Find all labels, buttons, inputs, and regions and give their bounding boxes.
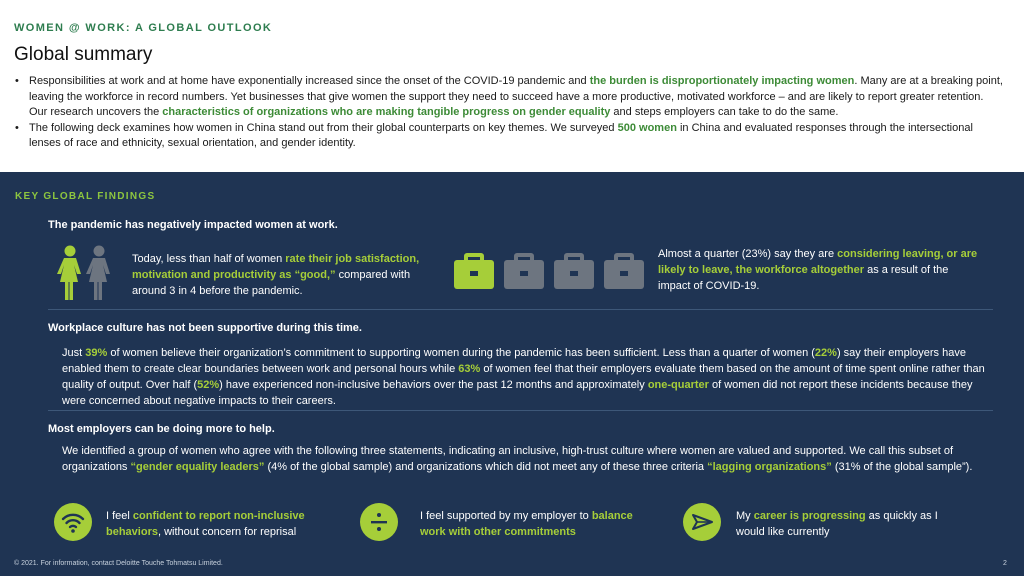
bullet-item xyxy=(14,121,1004,152)
statement-text: I feel supported by my employer to xyxy=(420,510,592,522)
statement-highlight: balance work with other commitments xyxy=(420,510,633,538)
finding-text: Almost a quarter (23%) say they are xyxy=(658,248,838,260)
divide-icon xyxy=(360,503,398,541)
bullet-text: The following deck examines how women in China stand out from their global counterparts on key themes. We surveyed xyxy=(29,121,618,134)
bullet-text: . Many are at a breaking point, leaving the workforce in record numbers. Yet businesses that give women the support they need to succeed have a more productive, motivated workforce – and are likely to report greater retention. Our research uncovers the xyxy=(29,75,1003,118)
women-figures-icon xyxy=(55,245,115,301)
statement-text: , without concern for reprisal xyxy=(157,526,297,538)
bullet-highlight: the burden is disproportionately impacting women xyxy=(589,75,855,87)
culture-text: ) say their employers have enabled them to create clear boundaries between work and personal hours while xyxy=(62,347,966,375)
statement-report-behaviors xyxy=(106,508,326,540)
employers-highlight: “lagging organizations” xyxy=(707,461,832,473)
employers-text: (31% of the global sample”). xyxy=(831,461,973,473)
section-heading-employers: Most employers can be doing more to help. xyxy=(48,423,275,435)
finding-text: compared with around 3 in 4 before the pandemic. xyxy=(132,269,411,297)
stat-highlight: 22% xyxy=(814,347,837,359)
page-number: 2 xyxy=(1003,560,1007,567)
summary-section xyxy=(0,0,1024,160)
finding-highlight: considering leaving, or are likely to leave, the workforce altogether xyxy=(658,248,978,276)
statement-text: My xyxy=(736,510,754,522)
employers-paragraph xyxy=(62,443,992,475)
wifi-icon xyxy=(54,503,92,541)
section-heading-culture: Workplace culture has not been supportive during this time. xyxy=(48,322,362,334)
stat-highlight: 52% xyxy=(197,379,220,391)
culture-text: of women did not report these incidents because they were concerned about negative impacts to their careers. xyxy=(62,379,973,407)
send-icon xyxy=(683,503,721,541)
bullet-text: in China and evaluated responses through the intersectional lenses of race and ethnicity, sexual orientation, and gender identity. xyxy=(29,121,973,149)
findings-label: KEY GLOBAL FINDINGS xyxy=(15,191,156,202)
stat-highlight: 63% xyxy=(458,363,481,375)
employers-text: (4% of the global sample) and organizations which did not meet any of these three criteria xyxy=(264,461,708,473)
culture-text: of women believe their organization’s commitment to supporting women during the pandemic has been sufficient. Less than a quarter of women ( xyxy=(107,347,815,359)
statement-career-progress xyxy=(736,508,966,540)
finding-text: as a result of the impact of COVID-19. xyxy=(658,264,949,292)
statement-work-balance xyxy=(420,508,660,540)
culture-paragraph xyxy=(62,345,992,409)
finding-highlight: rate their job satisfaction, motivation and productivity as “good,” xyxy=(132,253,420,281)
bullet-text: Responsibilities at work and at home have exponentially increased since the onset of the COVID-19 pandemic and xyxy=(29,75,590,87)
stat-highlight: one-quarter xyxy=(647,379,709,391)
finding-leaving-workforce xyxy=(658,246,978,294)
kicker-title: WOMEN @ WORK: A GLOBAL OUTLOOK xyxy=(14,22,273,34)
culture-text: of women feel that their employers evaluate them based on the amount of time spent online rather than quality of output. Over half ( xyxy=(62,363,985,391)
bullet-highlight: characteristics of organizations who are making tangible progress on gender equality xyxy=(162,106,611,118)
bullet-text: and steps employers can take to do the same. xyxy=(610,106,839,118)
finding-job-satisfaction xyxy=(132,251,437,299)
employers-text: We identified a group of women who agree with the following three statements, indicating an inclusive, high-trust culture where women are valued and supported. We call this subset of organizations xyxy=(62,445,954,473)
culture-text: ) have experienced non-inclusive behaviors over the past 12 months and approximately xyxy=(219,379,648,391)
statement-highlight: confident to report non-inclusive behaviors xyxy=(106,510,305,538)
bullet-item xyxy=(14,74,1004,121)
divider xyxy=(48,309,993,310)
stat-highlight: 39% xyxy=(85,347,108,359)
culture-text: Just xyxy=(62,347,86,359)
summary-bullets xyxy=(14,74,1004,152)
employers-highlight: “gender equality leaders” xyxy=(130,461,265,473)
bullet-highlight: 500 women xyxy=(617,121,677,134)
statement-text: I feel xyxy=(106,510,133,522)
statement-text: as quickly as I would like currently xyxy=(736,510,938,538)
briefcase-icon xyxy=(452,249,648,291)
key-findings-section xyxy=(0,172,1024,576)
section-heading-pandemic: The pandemic has negatively impacted women at work. xyxy=(48,219,338,231)
page-title: Global summary xyxy=(14,44,153,65)
statement-highlight: career is progressing xyxy=(753,510,866,522)
divider xyxy=(48,410,993,411)
finding-text: Today, less than half of women xyxy=(132,253,286,265)
copyright-footer: © 2021. For information, contact Deloitte Touche Tohmatsu Limited. xyxy=(14,560,223,567)
